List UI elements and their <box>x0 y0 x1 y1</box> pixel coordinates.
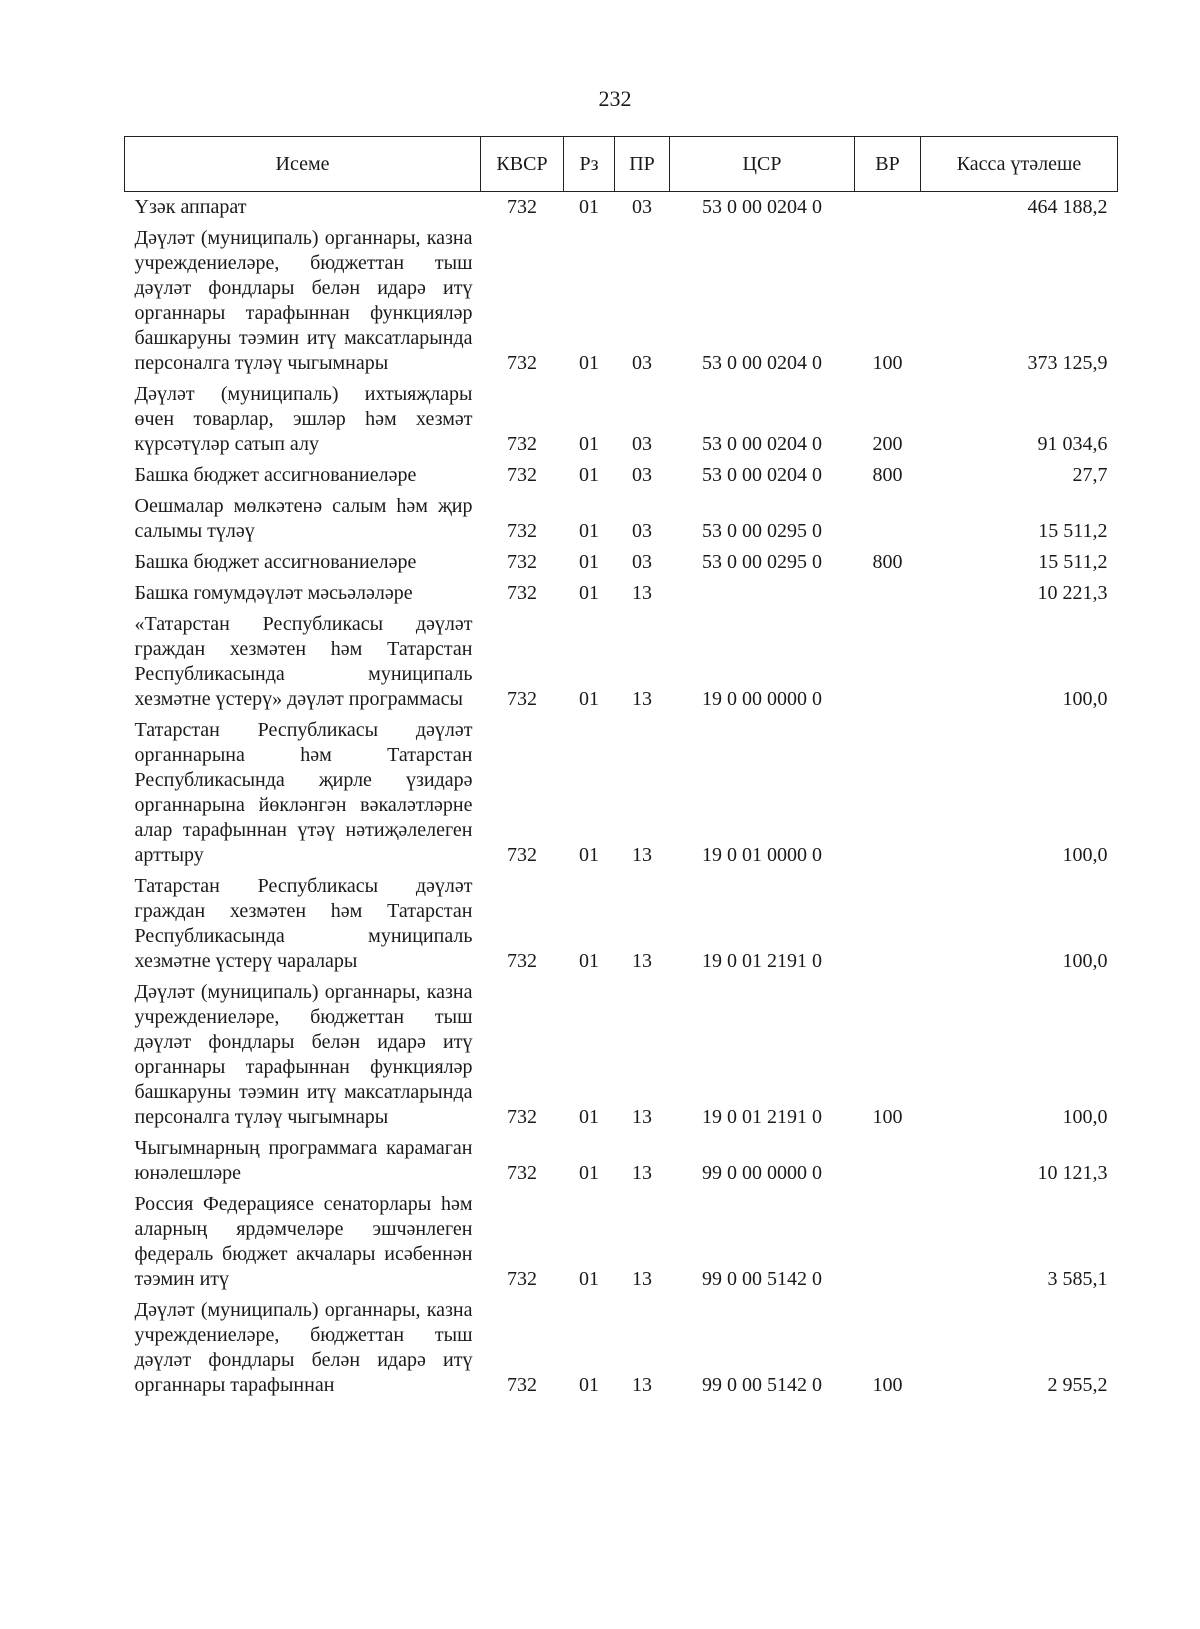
cell-pr: 03 <box>632 464 652 486</box>
cell-amount: 27,7 <box>1072 464 1108 486</box>
cell-kvsr: 732 <box>507 1162 537 1184</box>
cell-rz: 01 <box>579 196 599 218</box>
cell-name: Дәүләт (муниципаль) ихтыяҗлары өчен товарлар, эшләр һәм хезмәт күрсәтүләр сатып алу <box>134 383 473 455</box>
table-row <box>125 1189 1118 1295</box>
cell-name: Дәүләт (муниципаль) органнары, казна учреждениеләре, бюджеттан тыш дәүләт фондлары белән идарә итү органнары тарафыннан <box>134 1299 473 1396</box>
cell-csr: 53 0 00 0204 0 <box>702 464 822 486</box>
cell-kvsr: 732 <box>507 196 537 218</box>
cell-name: Татарстан Республикасы дәүләт граждан хезмәтен һәм Татарстан Республикасында муниципаль хезмәтне үстерү чаралары <box>134 875 473 972</box>
cell-kvsr: 732 <box>507 352 537 374</box>
cell-amount: 373 125,9 <box>1027 352 1108 374</box>
cell-kvsr: 732 <box>507 582 537 604</box>
table-row <box>125 379 1118 460</box>
column-header-csr: ЦСР <box>670 137 855 192</box>
cell-kvsr: 732 <box>507 551 537 573</box>
table-row <box>125 871 1118 977</box>
column-header-rz: Рз <box>564 137 615 192</box>
cell-name: Россия Федерациясе сенаторлары һәм аларның ярдәмчеләре эшчәнлеген федераль бюджет акчалары исәбеннән тәэмин итү <box>134 1193 473 1290</box>
table-row <box>125 977 1118 1133</box>
table-row <box>125 460 1118 491</box>
cell-rz: 01 <box>579 1374 599 1396</box>
cell-name: Дәүләт (муниципаль) органнары, казна учреждениеләре, бюджеттан тыш дәүләт фондлары белән идарә итү органнары тарафыннан функцияләр башкаруны тәэмин итү максатларында персоналга түләү чыгымнары <box>134 227 473 374</box>
cell-name: Үзәк аппарат <box>134 196 247 218</box>
cell-amount: 91 034,6 <box>1037 433 1108 455</box>
cell-rz: 01 <box>579 582 599 604</box>
cell-vr <box>855 1133 921 1189</box>
cell-vr: 100 <box>872 1106 903 1128</box>
cell-rz: 01 <box>579 551 599 573</box>
cell-pr: 03 <box>632 520 652 542</box>
cell-vr: 100 <box>872 352 903 374</box>
cell-pr: 13 <box>632 1374 652 1396</box>
cell-rz: 01 <box>579 352 599 374</box>
cell-rz: 01 <box>579 1162 599 1184</box>
cell-amount: 15 511,2 <box>1038 551 1108 573</box>
cell-csr: 99 0 00 5142 0 <box>702 1268 822 1290</box>
cell-pr: 03 <box>632 352 652 374</box>
cell-name: Оешмалар мөлкәтенә салым һәм җир салымы түләү <box>134 495 473 542</box>
table-row <box>125 578 1118 609</box>
cell-pr: 13 <box>632 1162 652 1184</box>
cell-name: Татарстан Республикасы дәүләт органнарына һәм Татарстан Республикасында җирле үзидарә органнарына йөкләнгән вәкаләтләрне алар тарафыннан үтәү нәтиҗәлелеген арттыру <box>134 719 473 866</box>
cell-amount: 100,0 <box>1062 1106 1108 1128</box>
cell-vr: 100 <box>872 1374 903 1396</box>
table-row <box>125 1295 1118 1401</box>
cell-kvsr: 732 <box>507 433 537 455</box>
cell-name: «Татарстан Республикасы дәүләт граждан хезмәтен һәм Татарстан Республикасында муниципаль хезмәтне үстерү» дәүләт программасы <box>134 613 473 710</box>
cell-name: Башка бюджет ассигнованиеләре <box>134 464 417 486</box>
cell-csr: 99 0 00 5142 0 <box>702 1374 822 1396</box>
cell-pr: 13 <box>632 950 652 972</box>
cell-csr: 53 0 00 0204 0 <box>702 352 822 374</box>
cell-pr: 13 <box>632 582 652 604</box>
cell-kvsr: 732 <box>507 520 537 542</box>
table-row <box>125 192 1118 224</box>
cell-vr <box>855 609 921 715</box>
cell-csr: 53 0 00 0295 0 <box>702 520 822 542</box>
cell-kvsr: 732 <box>507 844 537 866</box>
budget-table <box>124 136 1118 1401</box>
cell-vr <box>855 1189 921 1295</box>
cell-amount: 2 955,2 <box>1047 1374 1108 1396</box>
cell-pr: 13 <box>632 688 652 710</box>
cell-amount: 100,0 <box>1062 688 1108 710</box>
cell-csr: 53 0 00 0295 0 <box>702 551 822 573</box>
cell-rz: 01 <box>579 844 599 866</box>
cell-pr: 13 <box>632 1268 652 1290</box>
cell-csr: 19 0 01 2191 0 <box>702 1106 822 1128</box>
cell-amount: 100,0 <box>1062 844 1108 866</box>
cell-csr: 19 0 01 2191 0 <box>702 950 822 972</box>
table-row <box>125 491 1118 547</box>
cell-csr: 53 0 00 0204 0 <box>702 433 822 455</box>
column-header-vr: ВР <box>855 137 921 192</box>
table-row <box>125 223 1118 379</box>
cell-kvsr: 732 <box>507 1374 537 1396</box>
cell-csr: 19 0 01 0000 0 <box>702 844 822 866</box>
page-number: 232 <box>598 86 632 111</box>
cell-name: Чыгымнарның программага карамаган юнәлешләре <box>134 1137 473 1184</box>
cell-kvsr: 732 <box>507 950 537 972</box>
cell-vr: 800 <box>872 464 903 486</box>
cell-rz: 01 <box>579 688 599 710</box>
column-header-kvsr: КВСР <box>481 137 564 192</box>
cell-vr <box>855 871 921 977</box>
cell-rz: 01 <box>579 1268 599 1290</box>
cell-pr: 13 <box>632 844 652 866</box>
cell-amount: 100,0 <box>1062 950 1108 972</box>
cell-kvsr: 732 <box>507 464 537 486</box>
cell-rz: 01 <box>579 464 599 486</box>
cell-csr: 19 0 00 0000 0 <box>702 688 822 710</box>
cell-pr: 03 <box>632 196 652 218</box>
cell-name: Дәүләт (муниципаль) органнары, казна учреждениеләре, бюджеттан тыш дәүләт фондлары белән идарә итү органнары тарафыннан функцияләр башкаруны тәэмин итү максатларында персоналга түләү чыгымнары <box>134 981 473 1128</box>
cell-vr <box>855 578 921 609</box>
table-row <box>125 547 1118 578</box>
cell-vr <box>855 715 921 871</box>
cell-pr: 03 <box>632 433 652 455</box>
cell-kvsr: 732 <box>507 1106 537 1128</box>
cell-rz: 01 <box>579 950 599 972</box>
table-row <box>125 1133 1118 1189</box>
cell-kvsr: 732 <box>507 1268 537 1290</box>
cell-kvsr: 732 <box>507 688 537 710</box>
cell-vr: 200 <box>872 433 903 455</box>
cell-rz: 01 <box>579 433 599 455</box>
cell-vr <box>855 192 921 224</box>
table-body <box>125 192 1118 1402</box>
cell-name: Башка гомумдәүләт мәсьәләләре <box>134 582 413 604</box>
table-row <box>125 715 1118 871</box>
cell-name: Башка бюджет ассигнованиеләре <box>134 551 417 573</box>
cell-csr: 53 0 00 0204 0 <box>702 196 822 218</box>
column-header-amount: Касса үтәлеше <box>921 137 1118 192</box>
cell-amount: 10 221,3 <box>1037 582 1108 604</box>
cell-csr <box>670 578 855 609</box>
cell-amount: 15 511,2 <box>1038 520 1108 542</box>
cell-rz: 01 <box>579 520 599 542</box>
table-header-row <box>125 137 1118 192</box>
cell-csr: 99 0 00 0000 0 <box>702 1162 822 1184</box>
cell-amount: 3 585,1 <box>1047 1268 1108 1290</box>
table-row <box>125 609 1118 715</box>
cell-pr: 03 <box>632 551 652 573</box>
cell-amount: 464 188,2 <box>1027 196 1108 218</box>
column-header-pr: ПР <box>615 137 670 192</box>
cell-vr: 800 <box>872 551 903 573</box>
cell-vr <box>855 491 921 547</box>
column-header-name: Исеме <box>125 137 481 192</box>
cell-pr: 13 <box>632 1106 652 1128</box>
cell-rz: 01 <box>579 1106 599 1128</box>
cell-amount: 10 121,3 <box>1037 1162 1108 1184</box>
